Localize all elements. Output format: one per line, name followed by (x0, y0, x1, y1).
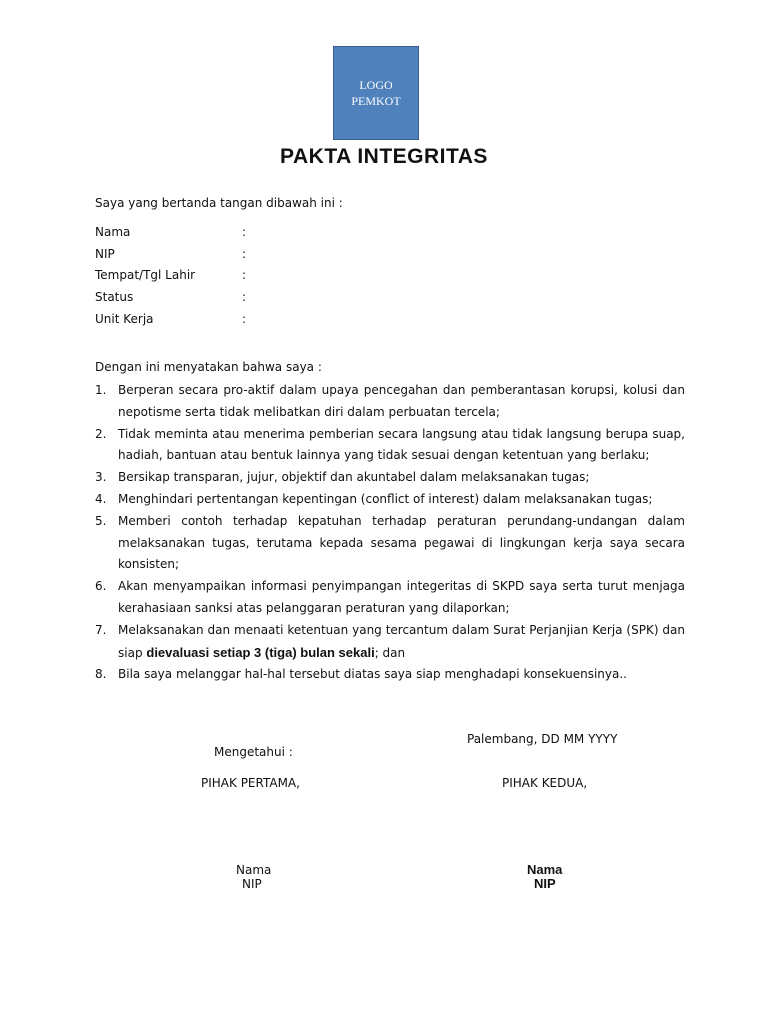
statement-list (95, 380, 685, 686)
item-text: Menghindari pertentangan kepentingan (conflict of interest) dalam melaksanakan tugas; (118, 491, 653, 506)
field-label: Status (95, 290, 134, 305)
field-label: Tempat/Tgl Lahir (95, 268, 196, 283)
field-label: Unit Kerja (95, 311, 154, 326)
field-status (95, 287, 246, 309)
document-title: PAKTA INTEGRITAS (280, 145, 488, 168)
item-number: 6. (95, 579, 107, 594)
item-number: 4. (95, 491, 107, 506)
item-text: Akan menyampaikan informasi penyimpangan integeritas di SKPD saya serta turut menjaga kerahasiaan sanksi atas pelanggaran peraturan yang dilaporkan; (118, 579, 685, 615)
item-number: 8. (95, 667, 107, 682)
field-colon: : (242, 290, 247, 305)
item-text: Bila saya melanggar hal-hal tersebut diatas saya siap menghadapi konsekuensinya.. (118, 667, 627, 682)
party-first: PIHAK PERTAMA, (201, 776, 300, 790)
item-number: 5. (95, 513, 107, 528)
field-unit-kerja (95, 309, 246, 331)
identity-fields (95, 222, 246, 330)
field-colon: : (242, 246, 247, 261)
party-second: PIHAK KEDUA, (502, 776, 588, 790)
field-nama (95, 222, 246, 244)
place-date: Palembang, DD MM YYYY (467, 732, 618, 746)
intro-text: Saya yang bertanda tangan dibawah ini : (95, 196, 343, 210)
field-colon: : (242, 311, 247, 326)
list-item (95, 424, 685, 468)
field-colon: : (242, 268, 247, 283)
acknowledged-label: Mengetahui : (214, 745, 293, 759)
item-text: Berperan secara pro-aktif dalam upaya pencegahan dan pemberantasan korupsi, kolusi dan nepotisme serta tidak melibatkan diri dalam perbuatan tercela; (118, 383, 685, 419)
logo-line-1: LOGO (359, 78, 393, 92)
item-number: 1. (95, 383, 107, 397)
field-label: Nama (95, 225, 131, 239)
list-item (95, 664, 685, 686)
field-nip (95, 244, 246, 266)
item-text-end: ; dan (374, 645, 406, 660)
item-text-start: Melaksanakan dan menaati ketentuan yang tercantum dalam Surat Perjanjian Kerja (SPK) dan siap (118, 622, 685, 660)
signer-right-nip: NIP (534, 876, 556, 891)
item-text: Bersikap transparan, jujur, objektif dan akuntabel dalam melaksanakan tugas; (118, 470, 590, 485)
list-item (95, 380, 685, 424)
list-item (95, 467, 685, 489)
logo-placeholder (333, 46, 419, 140)
list-item (95, 489, 685, 511)
signer-left-nip: NIP (242, 877, 262, 891)
list-item (95, 511, 685, 576)
item-text: Tidak meminta atau menerima pemberian secara langsung atau tidak langsung berupa suap, hadiah, bantuan atau bentuk lainnya yang tidak sesuai dengan ketentuan yang berlaku; (118, 426, 685, 463)
signer-left-name: Nama (236, 863, 272, 877)
logo-line-2: PEMKOT (351, 94, 401, 108)
list-item (95, 576, 685, 620)
item-number: 3. (95, 470, 107, 485)
field-colon: : (242, 225, 247, 239)
item-text: Memberi contoh terhadap kepatuhan terhadap peraturan perundang-undangan dalam melaksanakan tugas, terutama kepada sesama pegawai di lingkungan kerja saya secara konsisten; (118, 513, 685, 572)
item-number: 7. (95, 622, 107, 637)
field-label: NIP (95, 246, 115, 261)
field-tempat-tgl-lahir (95, 265, 246, 287)
list-item (95, 620, 685, 665)
item-number: 2. (95, 426, 107, 441)
signer-right-name: Nama (527, 862, 563, 877)
declaration-text: Dengan ini menyatakan bahwa saya : (95, 360, 322, 374)
item-text-bold: dievaluasi setiap 3 (tiga) bulan sekali (146, 644, 375, 660)
